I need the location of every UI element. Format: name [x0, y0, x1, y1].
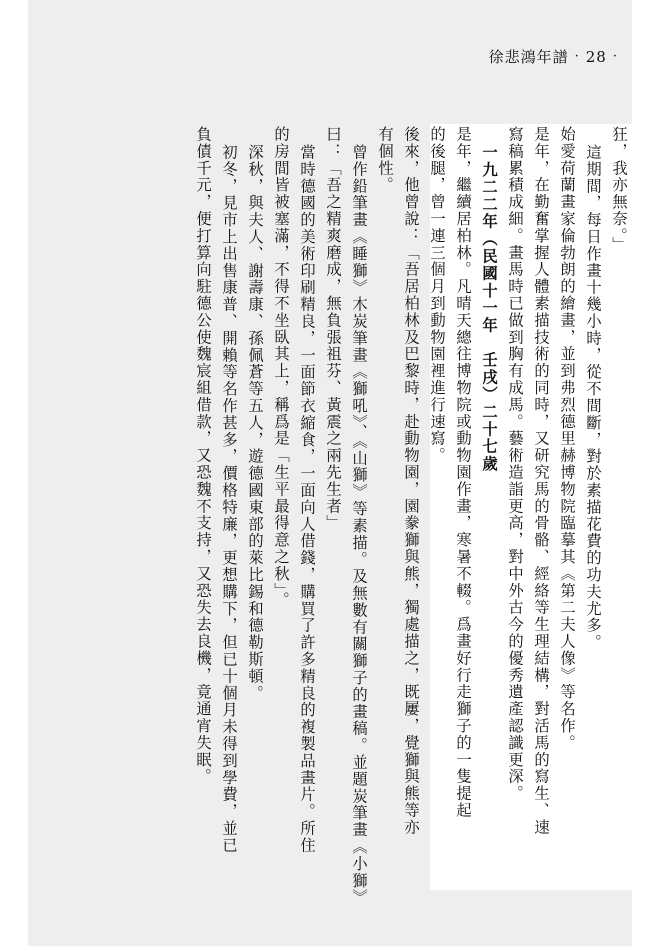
- text-column: 始愛荷蘭畫家倫勃朗的繪畫，並到弗烈德里赫博物院臨摹其《第二夫人像》等名作。: [558, 126, 576, 752]
- text-column: 負債千元，便打算向駐德公使魏宸組借款，又恐魏不支持，又恐失去良機，竟通宵失眠。: [194, 126, 212, 786]
- page-number: 28: [585, 47, 607, 66]
- text-column: 深秋，與夫人、謝壽康、孫佩蒼等五人，遊德國東部的萊比錫和德勒斯頓。: [246, 144, 264, 702]
- text-column: 當時德國的美術印刷精良，一面節衣縮食，一面向人借錢，購買了許多精良的複製品畫片。所住: [298, 144, 316, 854]
- page-header: [489, 46, 618, 67]
- vertical-text-columns: [36, 126, 632, 916]
- text-column-heading: 一九二二年（民國十一年 壬戌）二十七歲: [480, 144, 498, 473]
- header-book-title: 徐悲鴻年譜: [488, 48, 569, 66]
- text-column: 是年，在勤奮掌握人體素描技術的同時，又研究馬的骨骼、經絡等生理結構，對活馬的寫生、速: [532, 126, 550, 836]
- text-column: 是年，繼續居柏林。凡晴天總往博物院或動物園作畫，寒暑不輟。爲畫好行走獅子的一隻提起: [454, 126, 472, 819]
- text-column: 有個性。: [376, 126, 394, 194]
- text-column: 後來，他曾說：「吾居柏林及巴黎時，赴動物園，園豢獅與熊，獨處描之，既屢，覺獅與熊等亦: [402, 126, 420, 836]
- header-separator-right: ·: [612, 49, 618, 64]
- text-column: 初冬，見市上出售康普、開賴等名作甚多，價格特廉，更想購下，但已十個月未得到學費，並已: [220, 144, 238, 854]
- text-column: 的房間皆被塞滿，不得不坐臥其上，稱爲是「生平最得意之秋」。: [272, 126, 290, 609]
- text-column: 這期間，每日作畫十幾小時，從不間斷，對於素描花費的功夫尤多。: [584, 144, 602, 651]
- text-column: 曾作鉛筆畫《睡獅》木炭筆畫《獅吼》、《山獅》等素描。及無數有關獅子的畫稿。並題炭筆畫《小獅》: [350, 144, 368, 907]
- text-column: 寫稿累積成細。畫馬時已做到胸有成馬。藝術造詣更高，對中外古今的優秀遺產認識更深。: [506, 126, 524, 802]
- text-column: 的後腿，曾一連三個月到動物園裡進行速寫。: [428, 126, 446, 464]
- text-column: 曰：「吾之精爽磨成，無負張祖芬、黃震之兩先生者」: [324, 126, 342, 532]
- text-column: 狂，我亦無奈。」: [610, 126, 628, 254]
- header-separator-left: ·: [574, 49, 580, 64]
